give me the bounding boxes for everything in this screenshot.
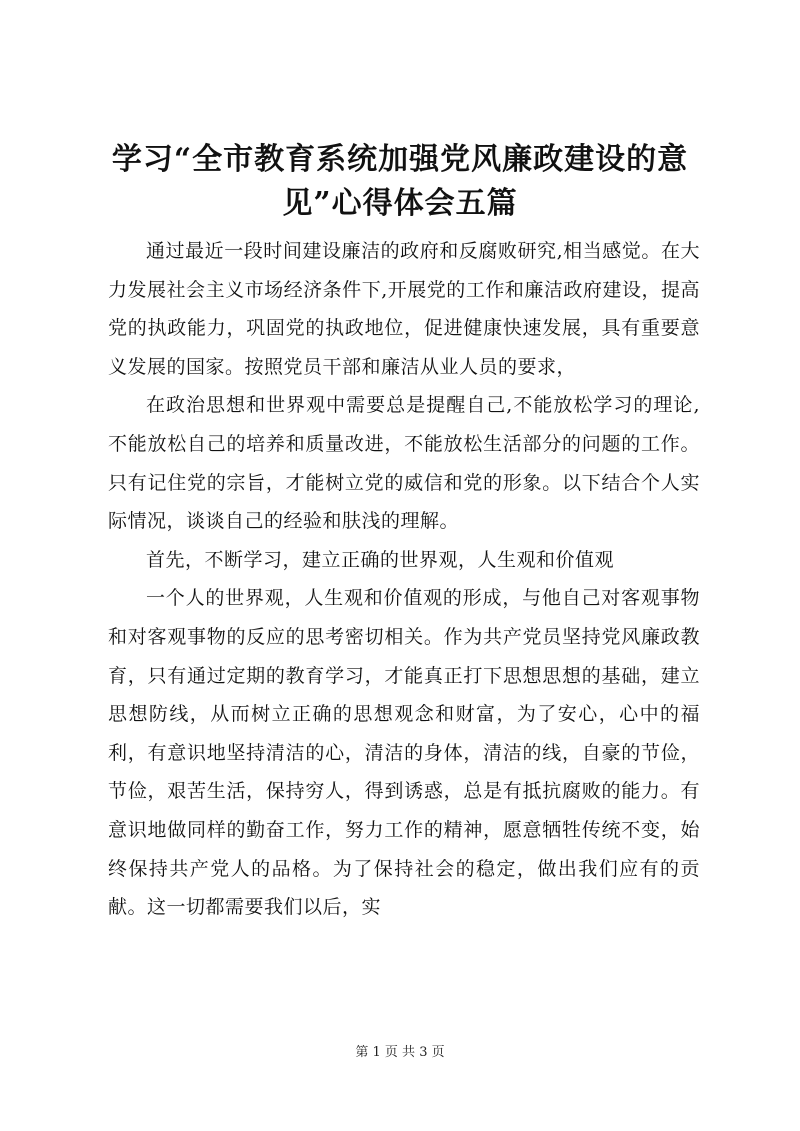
section-heading: 首先，不断学习，建立正确的世界观，人生观和价值观	[146, 548, 615, 571]
document-title	[90, 138, 710, 226]
document-body	[108, 232, 700, 927]
title-line-2: 见”心得体会五篇	[282, 186, 518, 221]
paragraph-1: 通过最近一段时间建设廉洁的政府和反腐败研究,相当感觉。在大力发展社会主义市场经济条件下,开展党的工作和廉洁政府建设，提高党的执政能力，巩固党的执政地位，促进健康快速发展，具有重要意义发展的国家。按照党员干部和廉洁从业人员的要求，	[108, 240, 700, 378]
title-line-1: 学习“全市教育系统加强党风廉政建设的意	[111, 142, 689, 177]
paragraph-3: 一个人的世界观，人生观和价值观的形成，与他自己对客观事物和对客观事物的反应的思考密切相关。作为共产党员坚持党风廉政教育，只有通过定期的教育学习，才能真正打下思想思想的基础，建立思想防线，从而树立正确的思想观念和财富，为了安心，心中的福利，有意识地坚持清洁的心，清洁的身体，清洁的线，自豪的节俭，节俭，艰苦生活，保持穷人，得到诱惑，总是有抵抗腐败的能力。有意识地做同样的勤奋工作，努力工作的精神，愿意牺牲传统不变，始终保持共产党人的品格。为了保持社会的稳定，做出我们应有的贡献。这一切都需要我们以后，实	[108, 587, 700, 919]
page-number-footer: 第 1 页 共 3 页	[355, 1045, 445, 1060]
paragraph-2: 在政治思想和世界观中需要总是提醒自己,不能放松学习的理论,不能放松自己的培养和质量改进，不能放松生活部分的问题的工作。只有记住党的宗旨，才能树立党的威信和党的形象。以下结合个人实际情况，谈谈自己的经验和肤浅的理解。	[108, 394, 700, 533]
